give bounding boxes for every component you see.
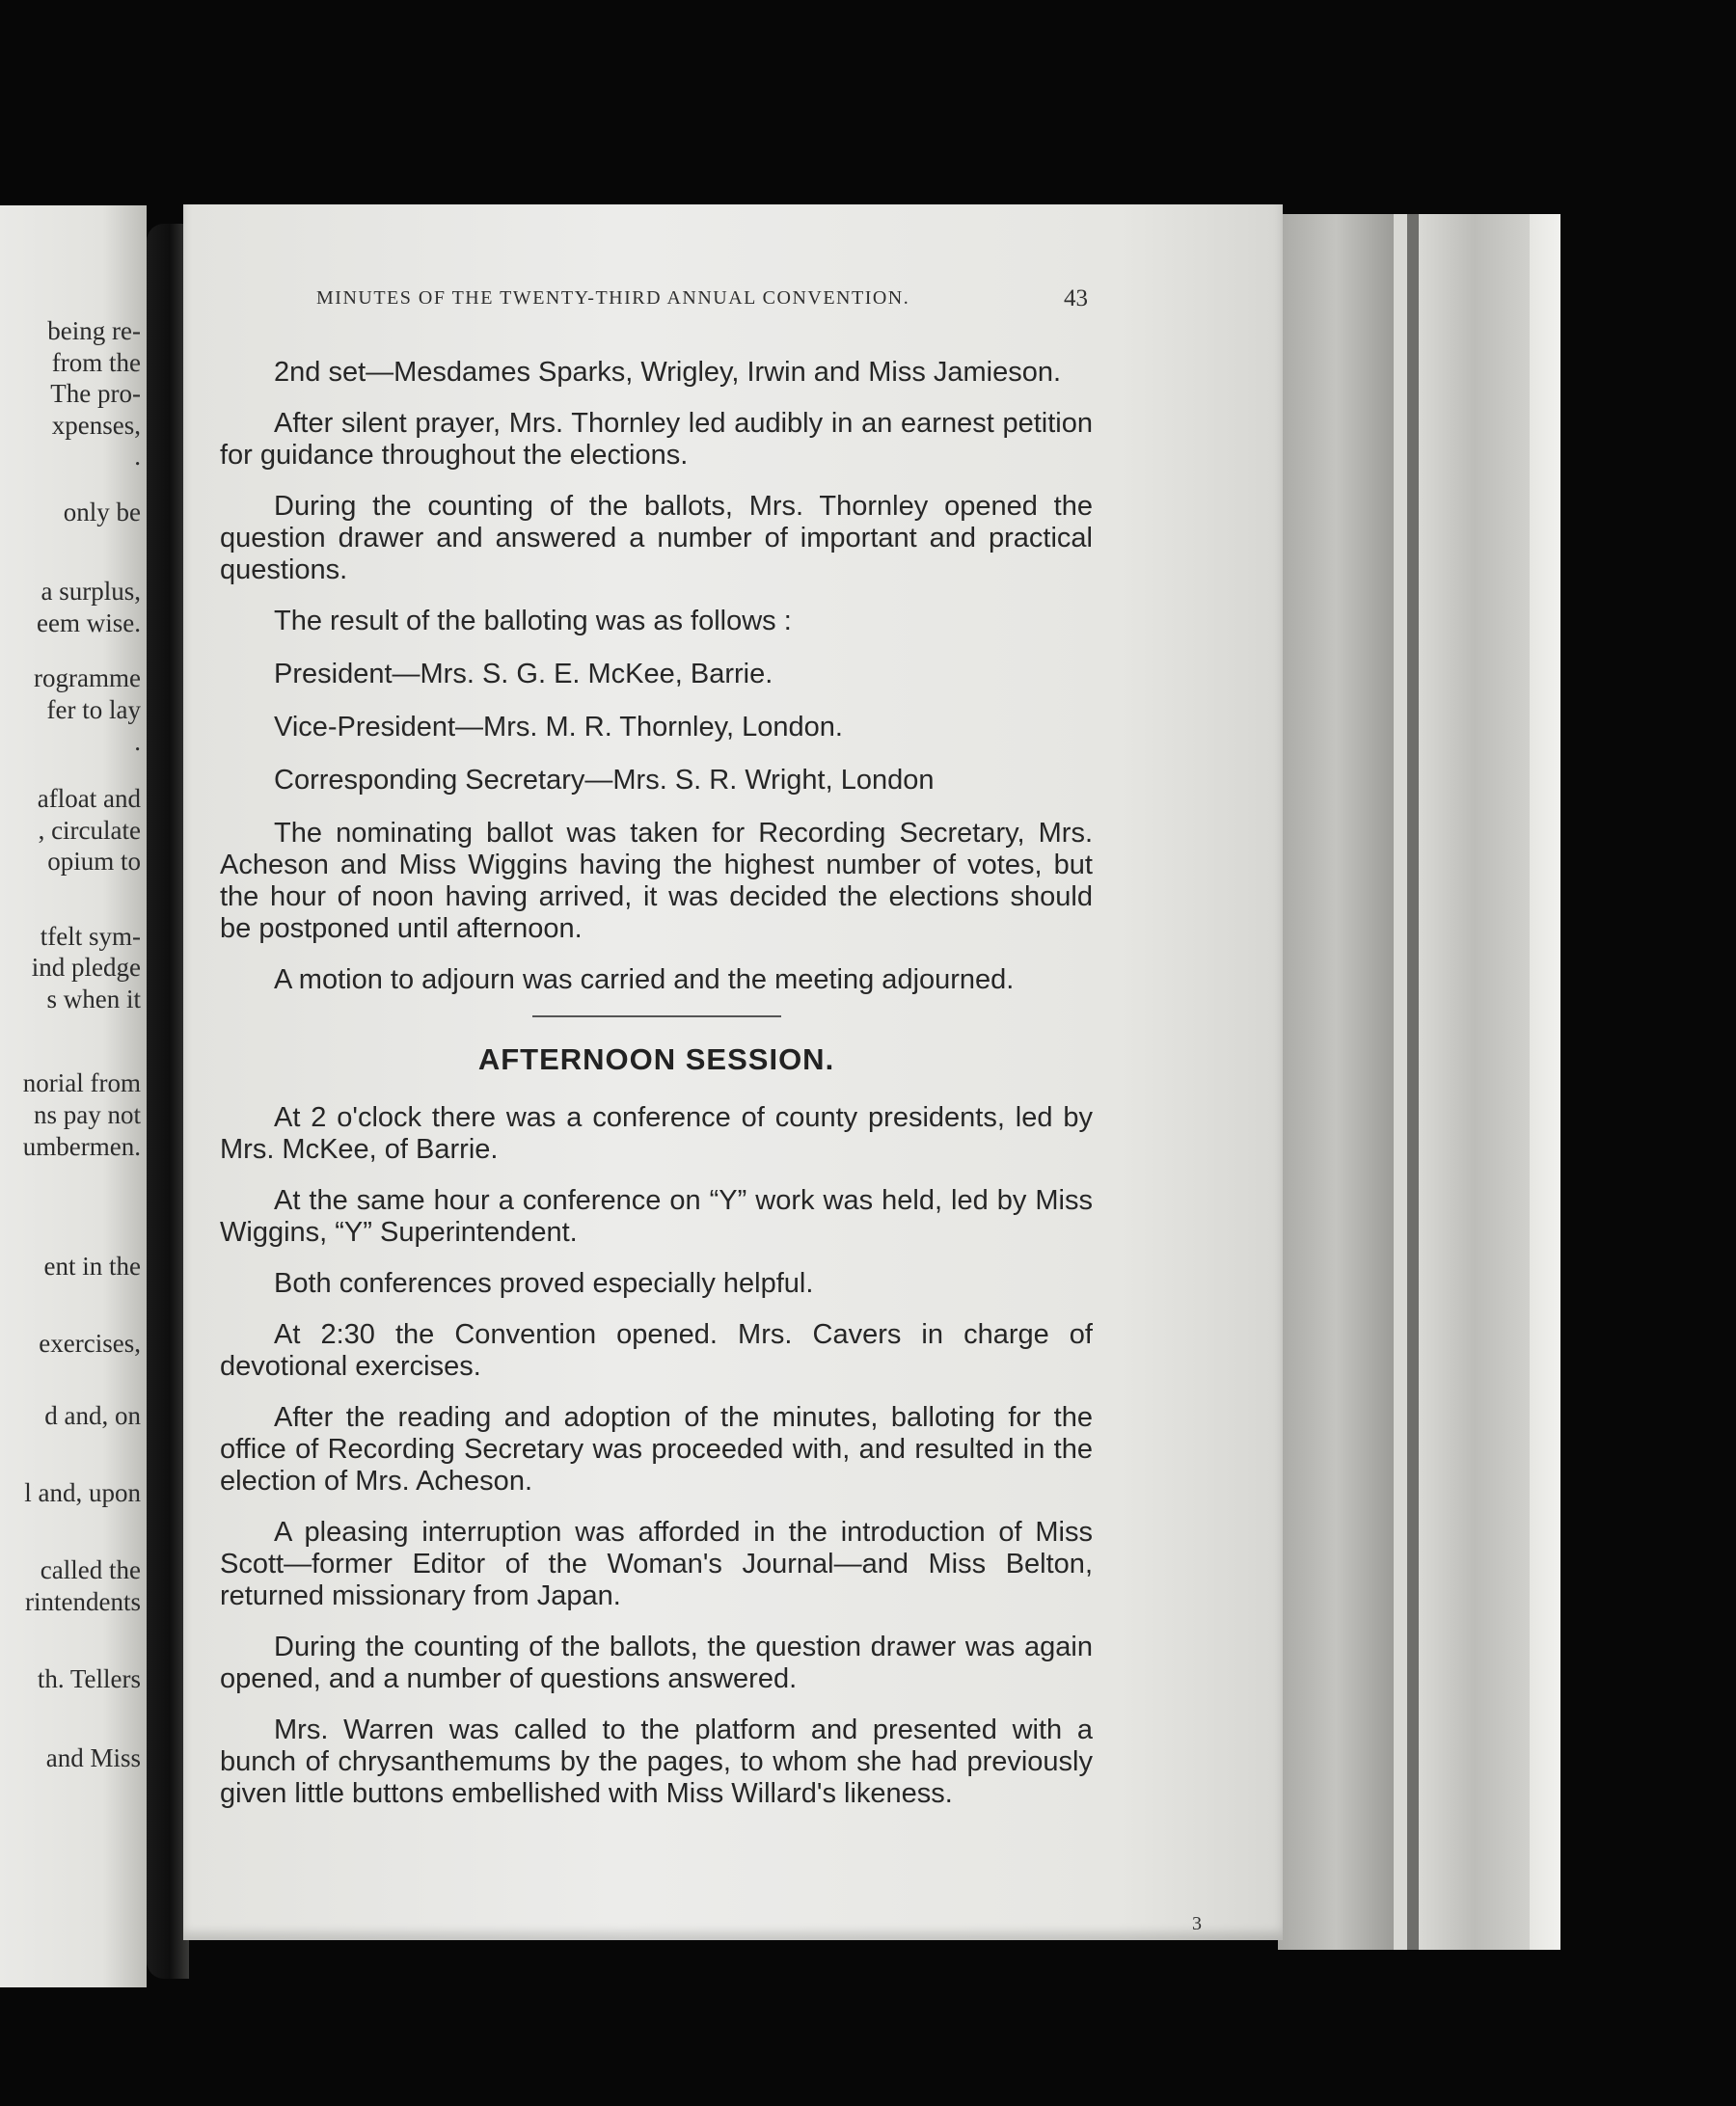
page-edges <box>1419 214 1530 1950</box>
left-page-line: , circulate <box>38 816 141 845</box>
paragraph: The nominating ballot was taken for Recording Secretary, Mrs. Acheson and Miss Wiggins having the highest number of votes, but the hour of noon having arrived, it was decided the elections should be postponed until afternoon. <box>220 818 1093 944</box>
paragraph: At the same hour a conference on “Y” work was held, led by Miss Wiggins, “Y” Superintendent. <box>220 1185 1093 1248</box>
paragraph: At 2 o'clock there was a conference of county presidents, led by Mrs. McKee, of Barrie. <box>220 1102 1093 1165</box>
left-page-line: rintendents <box>25 1587 141 1616</box>
left-page-line: s when it <box>46 985 141 1013</box>
paragraph: 2nd set—Mesdames Sparks, Wrigley, Irwin and Miss Jamieson. <box>274 357 1062 388</box>
page-number: 43 <box>1064 285 1088 311</box>
paragraph: A pleasing interruption was afforded in the introduction of Miss Scott—former Editor of the Woman's Journal—and Miss Belton, returned missionary from Japan. <box>220 1517 1093 1611</box>
paragraph: The result of the balloting was as follows : <box>274 606 792 636</box>
left-page-line: . <box>134 442 141 471</box>
paragraph: At 2:30 the Convention opened. Mrs. Cavers in charge of devotional exercises. <box>220 1319 1093 1382</box>
paragraph: During the counting of the ballots, the question drawer was again opened, and a number of questions answered. <box>220 1632 1093 1694</box>
left-page-line: . <box>134 727 141 756</box>
left-page-line: ent in the <box>43 1252 141 1281</box>
left-page-line: The pro- <box>50 379 141 408</box>
running-title: MINUTES OF THE TWENTY-THIRD ANNUAL CONVENTION. <box>316 287 910 309</box>
left-page-line: a surplus, <box>41 577 141 606</box>
left-page-line: l and, upon <box>24 1478 141 1507</box>
paragraph: During the counting of the ballots, Mrs. Thornley opened the question drawer and answered a number of important and practical questions. <box>220 491 1093 585</box>
paragraph: A motion to adjourn was carried and the meeting adjourned. <box>274 964 1015 995</box>
left-page-line: th. Tellers <box>37 1664 141 1693</box>
officer-result: Corresponding Secretary—Mrs. S. R. Wright, London <box>274 765 935 796</box>
paragraph: Mrs. Warren was called to the platform and presented with a bunch of chrysanthemums by the pages, to whom she had previously given little buttons embellished with Miss Willard's likeness. <box>220 1714 1093 1809</box>
section-heading: AFTERNOON SESSION. <box>477 1042 835 1076</box>
left-page-line: rogramme <box>34 663 141 692</box>
page-edges <box>1278 214 1394 1950</box>
left-page <box>0 205 147 1987</box>
page-mark: 3 <box>1192 1913 1202 1934</box>
page-edges <box>1394 214 1407 1950</box>
left-page-line: xpenses, <box>51 411 141 440</box>
page-edges <box>1407 214 1419 1950</box>
left-page-line: opium to <box>47 847 141 876</box>
left-page-line: norial from <box>22 1068 141 1097</box>
officer-result: Vice-President—Mrs. M. R. Thornley, London. <box>274 712 843 742</box>
running-head <box>316 287 1088 316</box>
left-page-line: ns pay not <box>34 1100 141 1129</box>
left-page-line: from the <box>51 348 141 377</box>
section-divider <box>532 1015 781 1017</box>
left-page-line: exercises, <box>39 1329 141 1358</box>
left-page-line: afloat and <box>37 784 141 813</box>
left-page-line: and Miss <box>45 1743 141 1772</box>
left-page-line: called the <box>40 1555 141 1584</box>
left-page-line: fer to lay <box>46 695 141 724</box>
left-page-line: only be <box>63 498 141 526</box>
paragraph: After the reading and adoption of the minutes, balloting for the office of Recording Secretary was proceeded with, and resulted in the election of Mrs. Acheson. <box>220 1402 1093 1497</box>
body-text <box>220 357 1093 1829</box>
left-page-line: d and, on <box>44 1401 141 1430</box>
left-page-line: ind pledge <box>31 953 141 982</box>
paragraph: Both conferences proved especially helpful. <box>274 1268 814 1299</box>
paragraph: After silent prayer, Mrs. Thornley led audibly in an earnest petition for guidance throughout the elections. <box>220 408 1093 471</box>
officer-result: President—Mrs. S. G. E. McKee, Barrie. <box>274 659 773 689</box>
left-page-line: eem wise. <box>37 608 141 637</box>
left-page-line: umbermen. <box>22 1132 141 1161</box>
left-page-line: tfelt sym- <box>40 922 141 951</box>
page-edges <box>1530 214 1560 1950</box>
left-page-line: being re- <box>47 316 141 345</box>
